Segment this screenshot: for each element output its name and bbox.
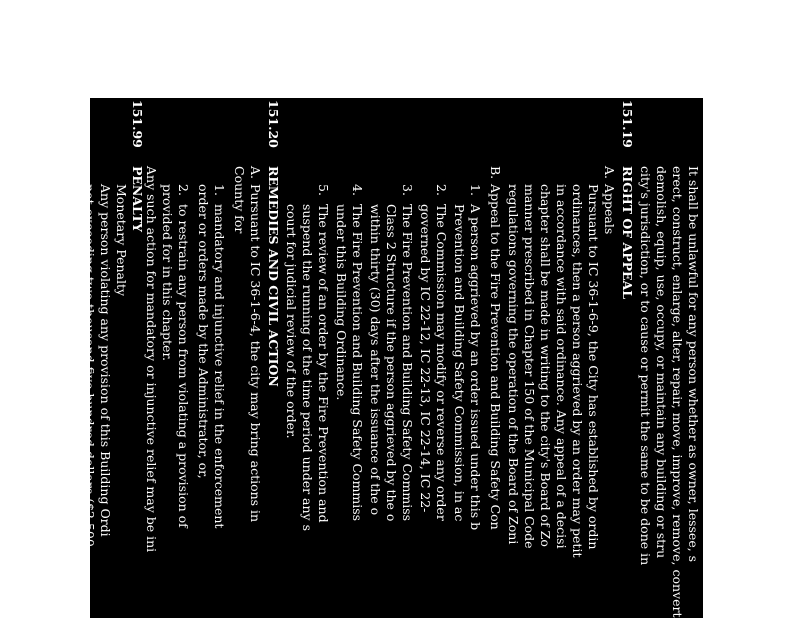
penalty-subtitle: Monetary Penalty xyxy=(114,184,129,297)
intro-line-3: demolish, equip, use, occupy, or maintain any building or stru xyxy=(654,166,669,559)
item-number-3: 3. xyxy=(400,184,415,196)
section-title-right-of-appeal: RIGHT OF APPEAL xyxy=(620,166,635,300)
section-number-151-19: 151.19 xyxy=(620,100,635,148)
intro-line-2: erect, construct, enlarge, alter, repair, move, improve, remove, convert, or xyxy=(670,166,685,639)
item-number-2: 2. xyxy=(434,184,449,196)
rotated-document-body xyxy=(10,98,703,639)
remedies-item-1-line-2: order or orders made by the Administrator, or, xyxy=(196,184,211,479)
intro-line-4: city's jurisdiction, or to cause or permit the same to be done in xyxy=(638,166,653,566)
appeals-line-6: regulations governing the operation of the Board of Zoni xyxy=(506,184,521,545)
appeals-line-3: in accordance with said ordinance. Any appeal of a decisi xyxy=(554,184,569,549)
remedies-item-2-line-2: provided for in this chapter. xyxy=(160,184,175,362)
item-3-line-1: The Fire Prevention and Building Safety Commiss xyxy=(400,204,415,522)
severability-line-1: Should any provision (section, clause, phrase, word, or any ot xyxy=(26,166,41,558)
item-3-line-2: Class 2 Structure if the person aggrieved by the o xyxy=(384,204,399,522)
sub-title-commission-appeal: Appeal to the Fire Prevention and Building Safety Con xyxy=(488,184,503,530)
appeals-line-5: manner prescribed in Chapter 150 of the Municipal Code xyxy=(522,184,537,549)
section-number-151-22: 151.22 xyxy=(44,100,59,148)
appeals-line-4: chapter shall be made in writing to the city's Board of Zo xyxy=(538,184,553,547)
remedies-line-1: Pursuant to IC 36-1-6-4, the city may bring actions in xyxy=(248,184,263,523)
remedies-item-number-2: 2. xyxy=(176,184,191,196)
item-5-line-3: court for judicial review of the order. xyxy=(284,204,299,439)
remedies-item-1-line-1: mandatory and injunctive relief in the enforcement xyxy=(212,204,227,529)
intro-line-1: It shall be unlawful for any person whether as owner, lessee, s xyxy=(686,166,701,563)
section-number-151-99: 151.99 xyxy=(130,100,145,148)
severability-line-2: a court of competent jurisdiction to be invalid for any reason, xyxy=(10,166,25,557)
remedies-line-2: County for xyxy=(232,166,247,234)
item-5-line-1: The review of an order by the Fire Prevention and xyxy=(316,204,331,523)
item-1-line-2: Prevention and Building Safety Commission, in ac xyxy=(452,204,467,522)
penalty-line-1: Any person violating any provision of this Building Ordi xyxy=(98,184,113,537)
item-number-1: 1. xyxy=(468,184,483,196)
sub-label-a: A. xyxy=(602,166,617,180)
section-title-remedies: REMEDIES AND CIVIL ACTION xyxy=(266,166,281,387)
penalty-line-3: shall in no way limit the operation of the penalties provid xyxy=(66,184,81,548)
section-title-penalty: PENALTY xyxy=(130,166,145,233)
remedies-item-number-1: 1. xyxy=(212,184,227,196)
penalty-line-2: not exceeding two thousand five hundred dollars ($2,500 xyxy=(82,184,97,547)
item-2-line-2: governed by IC 22-12, IC 22-13, IC 22-14, IC 22- xyxy=(418,204,433,513)
sub-title-appeals: Appeals xyxy=(602,184,617,235)
item-number-4: 4. xyxy=(350,184,365,196)
item-3-line-3: within thirty (30) days after the issuance of the o xyxy=(368,204,383,516)
item-1-line-1: A person aggrieved by an order issued under this b xyxy=(468,204,483,531)
item-4-line-2: under this Building Ordinance. xyxy=(334,204,349,401)
remedies-closing-line: Any such action for mandatory or injunctive relief may be ini xyxy=(144,166,159,553)
item-4-line-1: The Fire Prevention and Building Safety Commiss xyxy=(350,204,365,522)
appeals-line-2: ordinances, then a person aggrieved by an order may petit xyxy=(570,184,585,558)
remedies-item-2-line-1: to restrain any person from violating a provision of xyxy=(176,204,191,528)
section-title-severability: SEVERABILITY xyxy=(44,166,59,274)
appeals-line-1: Pursuant to IC 36-1-6-9, the City has established by ordin xyxy=(586,184,601,550)
item-5-line-2: suspend the running of the time period under any s xyxy=(300,204,315,531)
scanned-page xyxy=(10,98,703,639)
sub-label-b: B. xyxy=(488,166,503,180)
item-number-5: 5. xyxy=(316,184,331,196)
remedies-label-a: A. xyxy=(248,166,263,180)
item-2-line-1: The Commission may modify or reverse any order xyxy=(434,204,449,521)
section-number-151-20: 151.20 xyxy=(266,100,281,148)
